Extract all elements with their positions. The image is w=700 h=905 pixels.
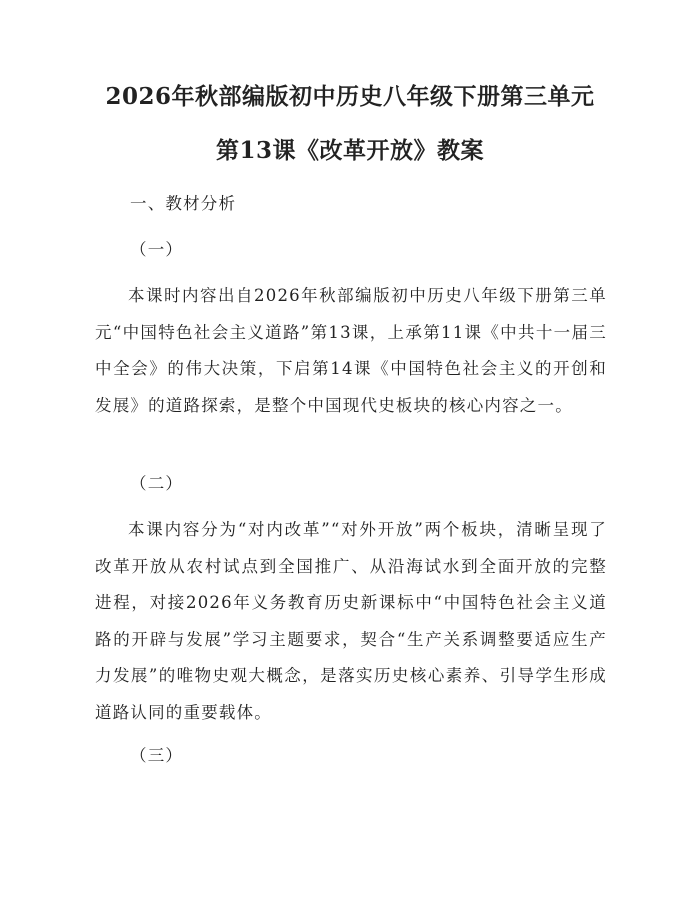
paragraph-2: 本课内容分为“对内改革”“对外开放”两个板块，清晰呈现了改革开放从农村试点到全国推广、从沿海试水到全面开放的完整进程，对接2026年义务教育历史新课标中“中国特色社会主义道路的开辟与发展”学习主题要求，契合“生产关系调整要适应生产力发展”的唯物史观大概念，是落实历史核心素养、引导学生形成道路认同的重要载体。 xyxy=(95,520,607,722)
paragraph-1: 本课时内容出自2026年秋部编版初中历史八年级下册第三单元“中国特色社会主义道路”第13课，上承第11课《中共十一届三中全会》的伟大决策，下启第14课《中国特色社会主义的开创和发展》的道路探索，是整个中国现代史板块的核心内容之一。 xyxy=(95,286,607,415)
subsection-heading-2: （二） xyxy=(130,474,184,493)
subsection-heading-1: （一） xyxy=(130,240,184,259)
section-heading-textbook-analysis: 一、教材分析 xyxy=(130,194,237,213)
document-title: 2026年秋部编版初中历史八年级下册第三单元第13课《改革开放》教案 xyxy=(105,83,595,164)
subsection-heading-3: （三） xyxy=(130,746,184,765)
